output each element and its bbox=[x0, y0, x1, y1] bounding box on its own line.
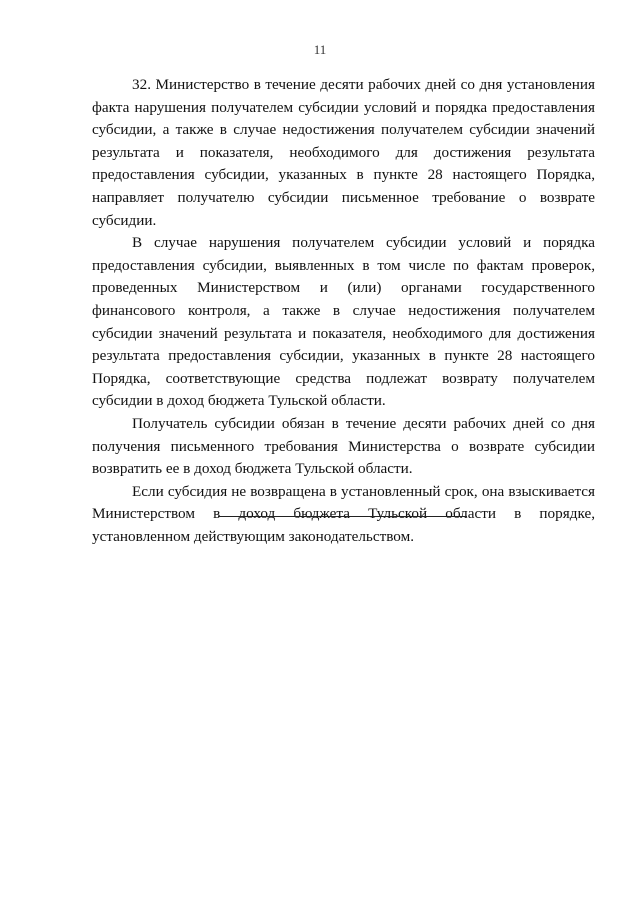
page-number: 11 bbox=[313, 42, 327, 57]
paragraph-refund-obligation: В случае нарушения получателем субсидии условий и порядка предоставления субсидии, выявленных в том числе по фактам проверок, проведенных Министерством и (или) органами государственного финансового контроля, а также в случае недостижения получателем субсидии значений результата и показателя, необходимого для достижения результата предоставления субсидии, указанных в пункте 28 настоящего Порядка, соответствующие средства подлежат возврату получателем субсидии в доход бюджета Тульской области. bbox=[92, 234, 595, 410]
document-body bbox=[92, 74, 595, 548]
paragraph-32-refund-demand: 32. Министерство в течение десяти рабочих дней со дня установления факта нарушения получателем субсидии условий и порядка предоставления субсидии, а также в случае недостижения получателем субсидии значений результата и показателя, необходимого для достижения результата предоставления субсидии, указанных в пункте 28 настоящего Порядка, направляет получателю субсидии письменное требование о возврате субсидии. bbox=[92, 76, 595, 229]
paragraph-refund-deadline: Получатель субсидии обязан в течение десяти рабочих дней со дня получения письменного требования Министерства о возврате субсидии возвратить ее в доход бюджета Тульской области. bbox=[92, 414, 595, 478]
paragraph-recovery: Если субсидия не возвращена в установленный срок, она взыскивается Министерством в доход бюджета Тульской области в порядке, установленном действующим законодательством. bbox=[92, 482, 595, 545]
end-of-document-divider bbox=[218, 516, 467, 517]
